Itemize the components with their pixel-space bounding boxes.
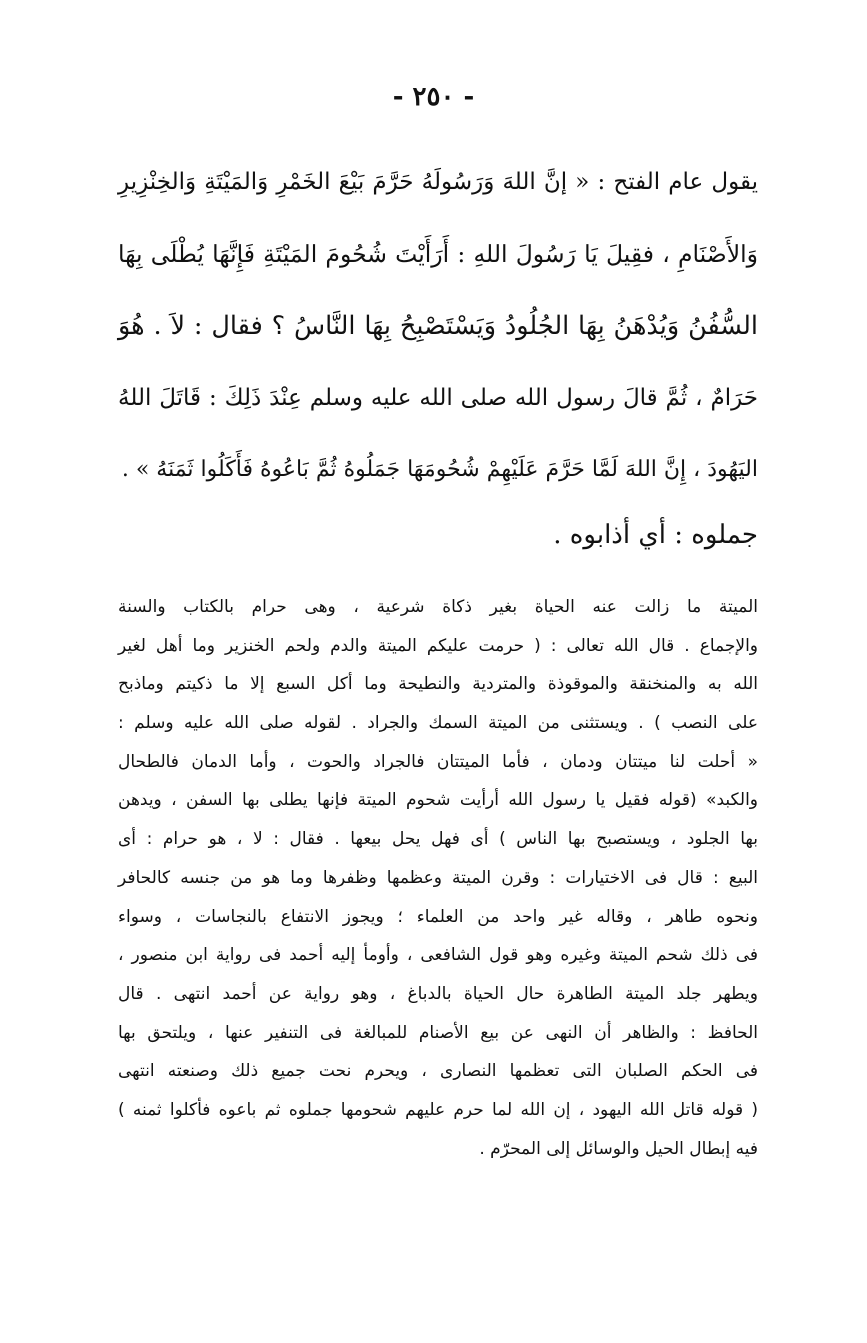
commentary-line: الحافظ : والظاهر أن النهى عن بيع الأصنام للمبالغة فى التنفير عنها ، ويلتحق بها	[118, 1022, 758, 1043]
commentary-line: « أحلت لنا ميتتان ودمان ، فأما الميتتان فالجراد والحوت ، وأما الدمان فالطحال	[118, 751, 758, 772]
hadith-line: وَالأَصْنَامِ ، فقِيلَ يَا رَسُولَ اللهِ : أَرَأَيْتَ شُحُومَ المَيْتَةِ فَإِنَّهَا يُطْلَى بِهَا	[118, 240, 758, 268]
commentary-line: الميتة ما زالت عنه الحياة بغير ذكاة شرعية ، وهى حرام بالكتاب والسنة	[118, 597, 758, 617]
commentary-line: والإجماع . قال الله تعالى : ( حرمت عليكم الميتة والدم ولحم الخنزير وما أهل لغير	[118, 635, 758, 656]
commentary-line: البيع : قال فى الاختيارات : وقرن الميتة وعظمها وظفرها وما هو من جنسه كالحافر	[118, 867, 758, 888]
commentary-line: بها الجلود ، ويستصبح بها الناس ) أى فهل يحل بيعها . فقال : لا ، هو حرام : أى	[118, 829, 758, 850]
commentary-line: ( قوله قاتل الله اليهود ، إن الله لما حرم عليهم شحومها جملوه ثم باعوه فأكلوا ثمنه )	[118, 1099, 758, 1120]
hadith-line: يقول عام الفتح : « إنَّ اللهَ وَرَسُولَهُ حَرَّمَ بَيْعَ الخَمْرِ وَالمَيْتَةِ وَالخِنْزِيرِ	[118, 169, 758, 195]
commentary-line: فيه إبطال الحيل والوسائل إلى المحرّم .	[479, 1138, 758, 1159]
commentary-line: الله به والمنخنقة والموقوذة والمتردية والنطيحة وما أكل السبع إلا ما ذكيتم وماذبح	[118, 674, 758, 695]
hadith-line: السُّفُنُ وَيُدْهَنُ بِهَا الجُلُودُ وَيَسْتَصْبِحُ بِهَا النَّاسُ ؟ فقال : لاَ . هُوَ	[118, 311, 758, 341]
commentary-line: والكبد» (قوله فقيل يا رسول الله أرأيت شحوم الميتة فإنها يطلى بها السفن ، ويدهن	[118, 790, 758, 811]
commentary-line: ويطهر جلد الميتة الطاهرة حال الحياة بالدباغ ، وهو رواية عن أحمد انتهى . قال	[118, 983, 758, 1004]
commentary-line: ونحوه طاهر ، وقاله غير واحد من العلماء ؛ ويجوز الانتفاع بالنجاسات ، وسواء	[118, 906, 758, 927]
commentary-line: على النصب ) . ويستثنى من الميتة السمك والجراد . لقوله صلى الله عليه وسلم :	[118, 713, 758, 734]
word-gloss: جملوه : أي أذابوه .	[553, 520, 758, 550]
page-number: - ٢٥٠ -	[392, 82, 475, 112]
hadith-text	[118, 146, 758, 506]
hadith-line: حَرَامٌ ، ثُمَّ قالَ رسول الله صلى الله عليه وسلم عِنْدَ ذَلِكَ : قَاتَلَ اللهُ	[118, 385, 758, 411]
commentary-line: فى الحكم الصلبان التى تعظمها النصارى ، ويحرم نحت جميع ذلك وصنعته انتهى	[118, 1061, 758, 1082]
commentary-text	[118, 588, 758, 1168]
hadith-line: اليَهُودَ ، إِنَّ اللهَ لَمَّا حَرَّمَ عَلَيْهِمْ شُحُومَهَا جَمَلُوهُ ثُمَّ بَاعُوهُ فَأَكَلُوا ثَمَنَهُ » .	[121, 457, 758, 482]
commentary-line: فى ذلك شحم الميتة وغيره وهو قول الشافعى ، وأومأ إليه أحمد فى رواية ابن منصور ،	[118, 945, 758, 966]
